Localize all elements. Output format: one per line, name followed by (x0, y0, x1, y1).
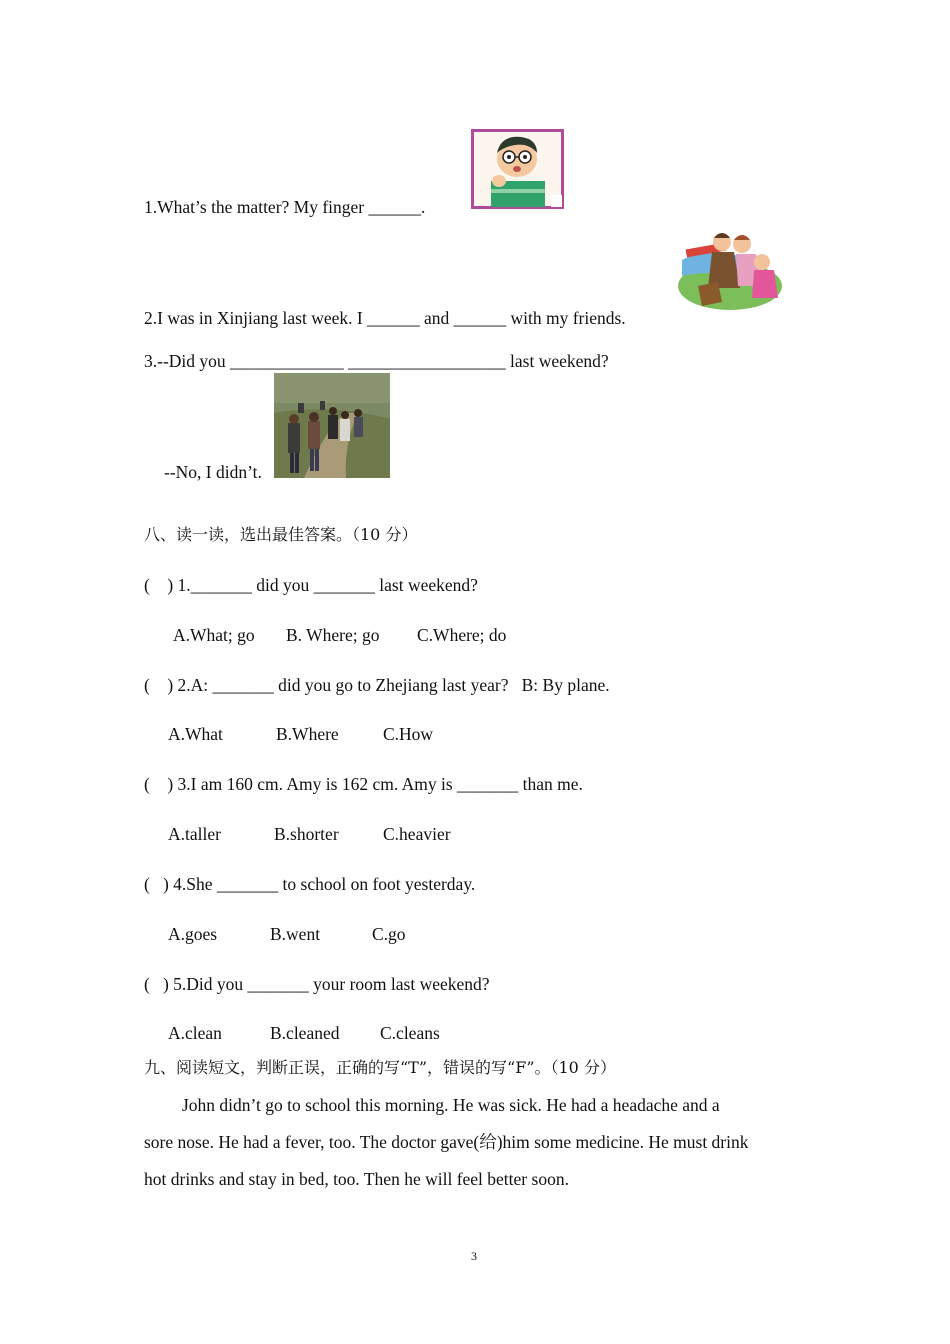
mc-q2-option-a: A.What (168, 724, 223, 744)
mc-q1-option-c: C.Where; do (417, 625, 507, 645)
mc-q4-option-b: B.went (270, 924, 321, 944)
mc-q3-option-c: C.heavier (383, 824, 451, 844)
question-2-text: 2.I was in Xinjiang last week. I ______ and ______ with my friends. (144, 308, 626, 328)
question-3-text: 3.--Did you _____________ __________________ last weekend? (144, 351, 609, 371)
mc-q2-option-c: C.How (383, 724, 434, 744)
question-1-text: 1.What’s the matter? My finger ______. (144, 197, 426, 217)
boy-hurt-finger-illustration (471, 129, 564, 209)
mc-question-1: ( ) 1._______ did you _______ last weekend? (144, 575, 478, 595)
people-hiking-photo (274, 373, 390, 478)
mc-q5-option-b: B.cleaned (270, 1023, 340, 1043)
passage-line-2: sore nose. He had a fever, too. The doctor gave(给)him some medicine. He must drink (144, 1132, 749, 1152)
passage-line-3: hot drinks and stay in bed, too. Then he will feel better soon. (144, 1169, 569, 1189)
page-number: 3 (471, 1249, 477, 1263)
mc-question-2: ( ) 2.A: _______ did you go to Zhejiang last year? B: By plane. (144, 675, 610, 695)
mc-q5-option-a: A.clean (168, 1023, 222, 1043)
mc-q4-option-a: A.goes (168, 924, 218, 944)
mc-q4-option-c: C.go (372, 924, 406, 944)
section-9-heading: 九、阅读短文，判断正误，正确的写“T”，错误的写“F”。（10 分） (144, 1058, 616, 1077)
mc-q1-option-a: A.What; go (173, 625, 255, 645)
friends-outing-illustration (678, 226, 782, 312)
mc-q2-option-b: B.Where (276, 724, 339, 744)
mc-q5-option-c: C.cleans (380, 1023, 440, 1043)
mc-question-3: ( ) 3.I am 160 cm. Amy is 162 cm. Amy is _______ than me. (144, 774, 583, 794)
mc-q1-option-b: B. Where; go (286, 625, 380, 645)
mc-q3-option-b: B.shorter (274, 824, 339, 844)
question-3-answer-text: --No, I didn’t. (164, 462, 262, 482)
mc-question-4: ( ) 4.She _______ to school on foot yesterday. (144, 874, 476, 894)
passage-line-1: John didn’t go to school this morning. He was sick. He had a headache and a (182, 1095, 720, 1115)
mc-q3-option-a: A.taller (168, 824, 221, 844)
mc-question-5: ( ) 5.Did you _______ your room last weekend? (144, 974, 490, 994)
section-8-heading: 八、读一读，选出最佳答案。（10 分） (144, 525, 418, 544)
